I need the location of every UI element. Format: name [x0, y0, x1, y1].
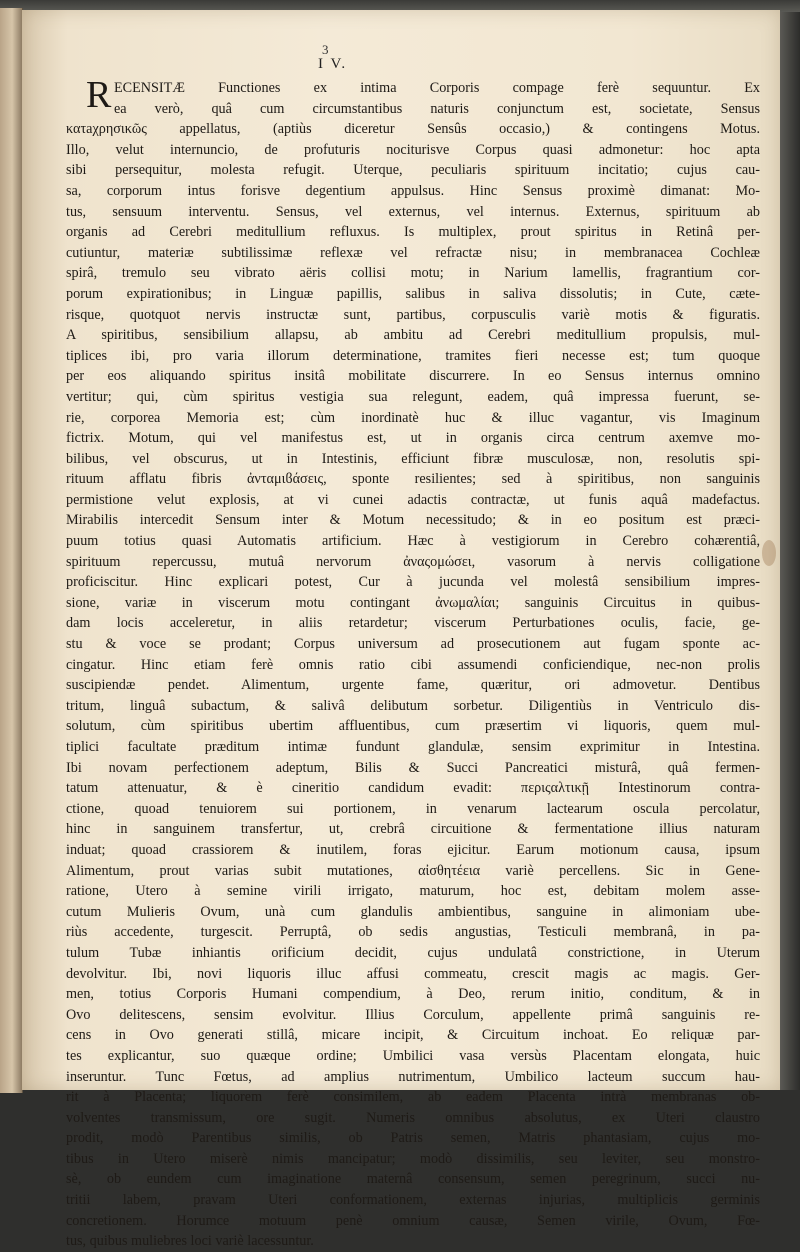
text-line: men, totius Corporis Humani compendium, à Deo, rerum initio, conditum, & in: [66, 986, 760, 1003]
text-line: spirituum repercussu, mutuâ nervorum ἀναςομώσει, vasorum à nervis colligatione: [66, 553, 760, 570]
drop-cap: R: [86, 74, 112, 116]
text-line: tiplici facultate præditum intimæ fundunt glandulæ, sensim exprimitur in Intestina.: [66, 739, 760, 755]
text-line: spirâ, tremulo seu vibrato aëris collisi motu; in Narium lamellis, fragrantium cor-: [66, 265, 760, 282]
text-line: ctione, quoad tenuiorem sui portionem, in venarum lactearum oscula percolatur,: [66, 800, 760, 817]
text-line: cutum Mulieris Ovum, unà cum glandulis ambientibus, sanguine in alimoniam ube-: [66, 903, 760, 920]
text-line: rie, corporea Memoria est; cùm inordinatè huc & illuc vagantur, vis Imaginum: [66, 409, 760, 426]
text-line: cutiuntur, materiæ subtilissimæ reflexæ vel refractæ nisu; in membranacea Cochleæ: [66, 244, 760, 261]
text-line: Ovo delitescens, sensim evolvitur. Illius Corculum, appellente primâ sanguinis re-: [66, 1006, 760, 1023]
text-line: Alimentum, prout varias subit mutationes, αἰσθητέεια variè percellens. Sic in Gene-: [66, 862, 760, 879]
text-line: proficiscitur. Hinc explicari potest, Cur à jucunda vel molestâ sensibilium impres-: [66, 574, 760, 591]
text-line: Mirabilis intercedit Sensum inter & Motum necessitudo; & in eo positum est præci-: [66, 512, 760, 529]
text-line: sibi persequitur, molesta refugit. Uterque, peculiaris spirituum incitatio; cujus cau-: [66, 162, 760, 179]
text-line: hinc in sanguinem transfertur, ut, crebrâ circuitione & fermentatione illius naturam: [66, 821, 760, 838]
text-line: cingatur. Hinc etiam ferè omnis ratio cibi assumendi conficiendique, nec-non prolis: [66, 656, 760, 673]
text-line: rit à Placenta; liquorem ferè consimilem, ab eadem Placenta intrà membranas ob-: [66, 1089, 760, 1106]
text-line: tus, quibus muliebres loci variè lacessuntur.: [66, 1233, 314, 1250]
text-line: vertitur; qui, cùm spiritus vestigia sua relegunt, eadem, quâ impressa fuerunt, se-: [66, 388, 760, 405]
text-line: volventes transmissum, ore sugit. Numeris omnibus absolutus, ex Uteri claustro: [66, 1109, 760, 1126]
text-line: tritum, linguâ subactum, & salivâ delibutum sorbetur. Diligentiùs in Ventriculo dis-: [66, 697, 760, 714]
text-line: sione, variæ in viscerum motu contingant ἀνωμαλίαι; sanguinis Circuitus in quibus-: [66, 594, 760, 611]
text-line: ECENSITÆ Functiones ex intima Corporis compage ferè sequuntur. Ex: [114, 80, 760, 96]
text-line: risque, quotquot nervis instructæ sunt, partibus, corpusculis variè motis & figuratis.: [66, 306, 760, 323]
text-line: A spiritibus, sensibilium allapsu, ab ambitu ad Cerebri meditullium propulsis, mul-: [66, 327, 760, 344]
text-line: rituum afflatu fibris ἀνταμιϐάσεις, sponte resilientes; sed à spiritibus, non sanguinis: [66, 471, 760, 488]
text-line: κατaχρησικῶς appellatus, (aptiùs diceretur Sensûs occasio,) & contingens Motus.: [66, 121, 760, 138]
text-line: bilibus, vel obscurus, ut in Intestinis, efficiunt fibræ musculosæ, non, resolutis spi-: [66, 450, 760, 467]
text-line: Ibi novam perfectionem adeptum, Bilis & Succi Pancreatici misturâ, quâ fermen-: [66, 759, 760, 776]
text-line: tatum attenuatur, & è cineritio candidum evadit: περιςαλτικῇ Intestinorum contra-: [66, 780, 760, 797]
left-page-edge: [0, 8, 23, 1093]
text-line: porum expirationibus; in Linguæ papillis, salibus in saliva dissolutis; in Cute, cæte-: [66, 285, 760, 302]
text-line: devolvitur. Ibi, novi liquoris illuc affusi commeatu, crescit magis ac magis. Ger-: [66, 965, 760, 982]
paper-stain: [762, 540, 776, 566]
text-line: cens in Ovo generati stillâ, micare incipit, & Circuitum inchoat. Eo reliquæ par-: [66, 1027, 760, 1044]
text-line: stu & voce se prodant; Corpus universum ad prosecutionem aut fugam sponte ac-: [66, 636, 760, 653]
text-line: per eos aliquando spiritus insitâ mobilitate discurrere. In eo Sensus internus omnino: [66, 368, 760, 385]
text-line: prodit, modò Parentibus similis, ob Patris semen, Matris phantasiam, cujus mo-: [66, 1130, 760, 1147]
text-line: tulum Tubæ inhiantis orificium decidit, cujus undulatâ constrictione, in Uterum: [66, 944, 760, 961]
text-line: tritii labem, pravam Uteri conformationem, externas injurias, multiplicis germinis: [66, 1192, 760, 1209]
section-heading: I V.: [318, 56, 348, 72]
text-line: tibus in Utero miserè nimis mancipatur; modò dissimilis, seu leviter, seu monstro-: [66, 1150, 760, 1167]
body-text: [66, 74, 760, 1252]
text-line: permistione velut explosis, at vi cunei adactis contractæ, ut funis aquâ madefactus.: [66, 491, 760, 508]
text-line: concretionem. Horumce motuum penè omnium causæ, Semen virile, Ovum, Fœ-: [66, 1212, 760, 1229]
signature-mark: 3: [322, 42, 329, 57]
text-line: solutum, cùm spiritibus ubertim affluentibus, cum præsertim vi liquoris, quem mul-: [66, 718, 760, 735]
text-line: organis ad Cerebri meditullium refluxus. Is multiplex, prout spiritus in Retinâ per-: [66, 224, 760, 241]
right-page-edge: [780, 12, 800, 1090]
text-line: tus, sensuum interventu. Sensus, vel externus, vel internus. Externus, spirituum ab: [66, 203, 760, 220]
text-line: induat; quoad crassiorem & inutilem, foras ejicitur. Earum motionum causa, ipsum: [66, 841, 760, 858]
text-line: fictrix. Motum, qui vel manifestus est, ut in organis circa centrum axemve mo-: [66, 430, 760, 447]
text-line: riùs accedente, turgescit. Perruptâ, ob sedis angustias, Testiculi membranâ, in pa-: [66, 924, 760, 941]
text-line: sa, corporum intus forisve degentium appulsus. Hinc Sensus proximè dimanat: Mo-: [66, 182, 760, 199]
text-line: ratione, Utero à semine virili irrigato, maturum, hoc est, debitam molem asse-: [66, 883, 760, 900]
text-line: Illo, velut internuncio, de profuturis nociturisve Corpus quasi admonetur: hoc apta: [66, 141, 760, 158]
text-line: suscipiendæ pendet. Alimentum, urgente fame, quæritur, ori admovetur. Dentibus: [66, 677, 760, 694]
text-line: inseruntur. Tunc Fœtus, ad amplius nutrimentum, Umbilico lacteum succum hau-: [66, 1068, 760, 1085]
text-line: dam locis acceleretur, in aliis retardetur; viscerum Perturbationes oculis, facie, ge-: [66, 615, 760, 632]
text-line: puum totius quasi Automatis artificium. Hæc à vestigiorum in Cerebro cohærentiâ,: [66, 533, 760, 550]
text-line: ea verò, quâ cum circumstantibus naturis conjunctum est, societate, Sensus: [114, 100, 760, 117]
text-line: tes explicantur, suo quæque ordine; Umbilici vasa versùs Placentam elongata, huic: [66, 1047, 760, 1064]
text-line: tiplices ibi, pro varia illorum determinatione, tramites fieri necesse est; tum quoque: [66, 347, 760, 364]
text-line: sè, ob eundem cum imaginatione maternâ consensum, semen peregrinum, succi nu-: [66, 1171, 760, 1188]
